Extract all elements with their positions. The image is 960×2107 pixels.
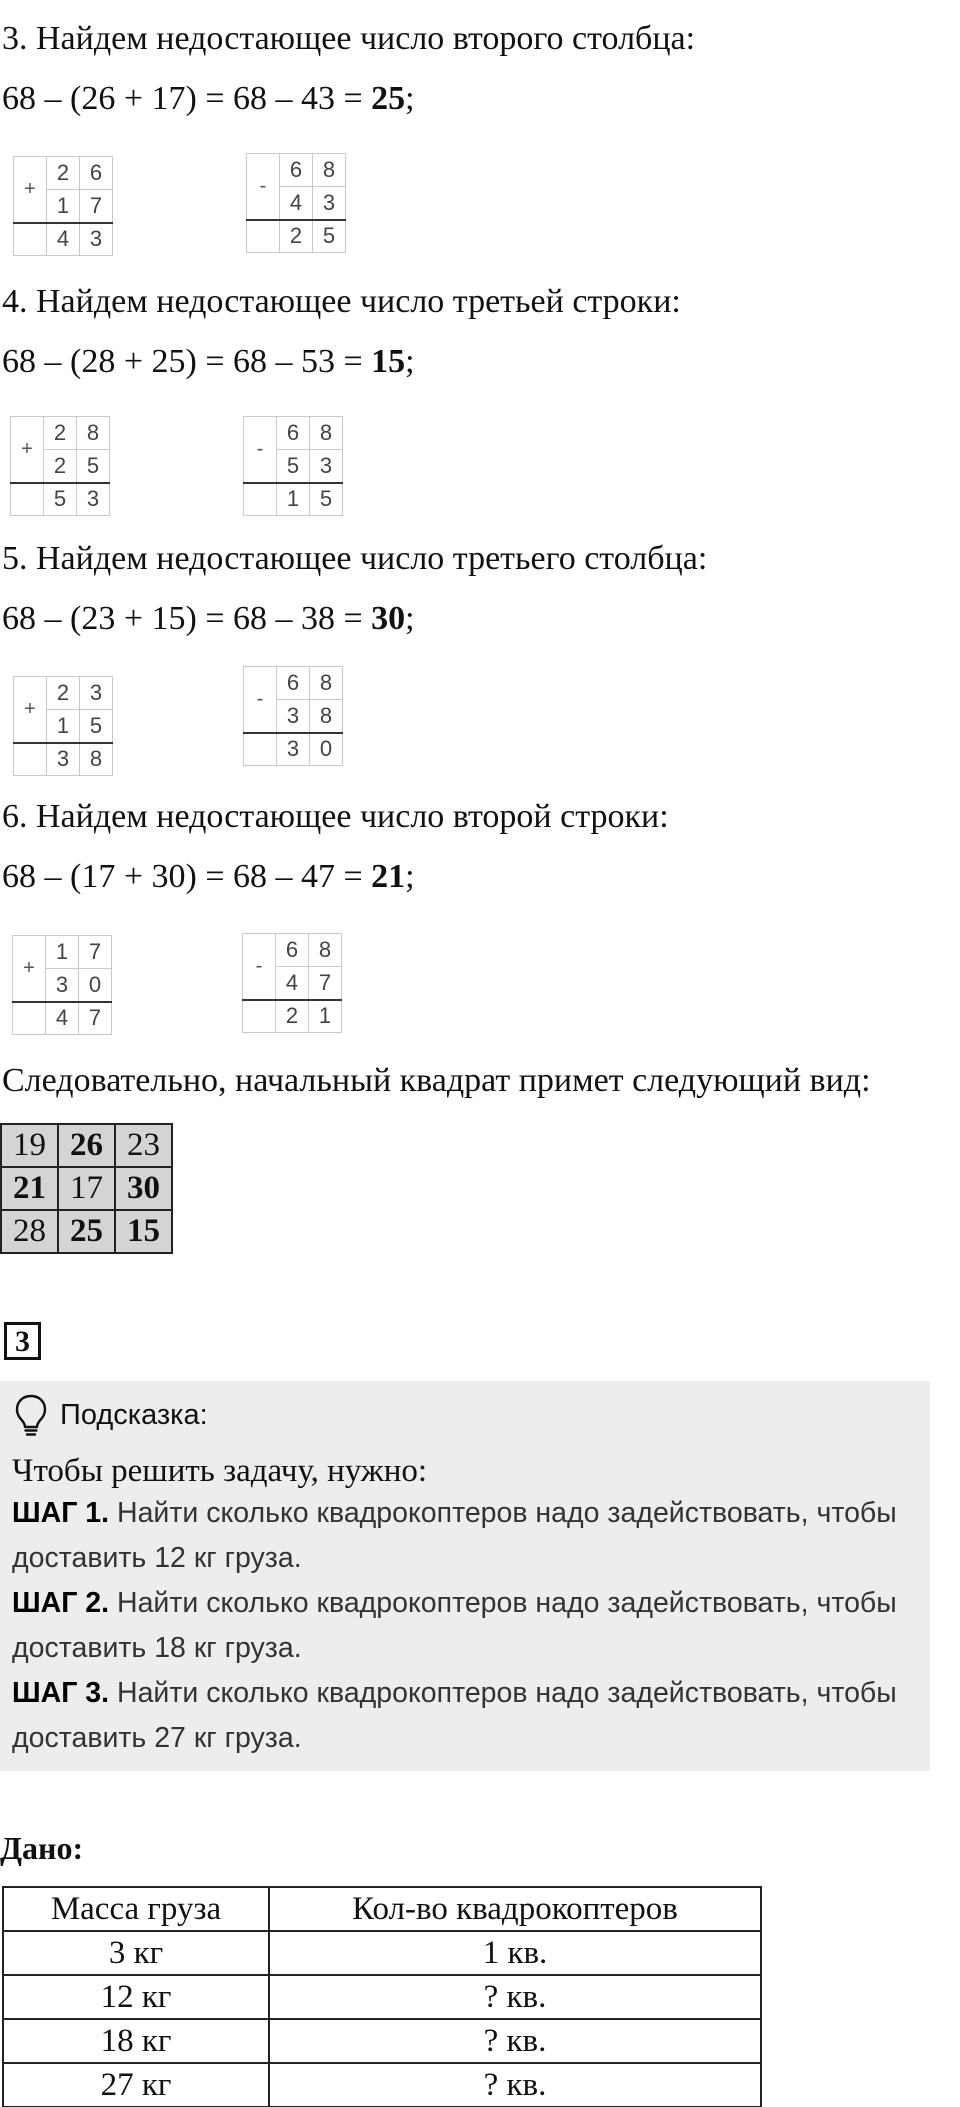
subtraction-column — [242, 933, 342, 1033]
table-row — [3, 1931, 761, 1975]
magic-cell: 26 — [58, 1124, 115, 1167]
step-title: 6. Найдем недостающее число второй строки: — [2, 798, 669, 835]
step-equation — [2, 343, 415, 381]
magic-cell: 28 — [1, 1210, 58, 1253]
magic-cell: 17 — [58, 1167, 115, 1210]
given-table — [2, 1886, 762, 2107]
digit: 2 — [47, 677, 80, 710]
subtraction-column — [243, 666, 343, 766]
hint-box — [0, 1381, 930, 1771]
digit: 1 — [46, 936, 79, 969]
digit: 7 — [80, 190, 113, 223]
step-equation — [2, 80, 415, 118]
magic-cell: 19 — [1, 1124, 58, 1167]
table-row — [3, 2063, 761, 2107]
digit: 3 — [80, 677, 113, 710]
digit: 2 — [280, 220, 313, 253]
hint-step — [12, 1491, 922, 1581]
equation-text: 68 – (23 + 15) = 68 – 38 = — [2, 600, 372, 637]
plus-sign: + — [14, 677, 47, 743]
digit: 3 — [310, 450, 343, 483]
table-cell: ? кв. — [269, 2063, 761, 2107]
digit: 4 — [280, 187, 313, 220]
minus-sign: - — [247, 154, 280, 220]
plus-sign: + — [13, 936, 46, 1002]
digit: 8 — [309, 934, 342, 967]
table-cell: 27 кг — [3, 2063, 269, 2107]
digit: 8 — [310, 417, 343, 450]
hint-header — [14, 1393, 208, 1437]
digit: 2 — [44, 417, 77, 450]
equation-suffix: ; — [405, 80, 415, 117]
digit: 2 — [44, 450, 77, 483]
digit: 6 — [80, 157, 113, 190]
hint-step-text: Найти сколько квадрокоптеров надо задействовать, чтобы доставить 18 кг груза. — [12, 1587, 897, 1664]
digit: 2 — [47, 157, 80, 190]
addition-column — [13, 676, 113, 776]
hint-step-label: ШАГ 3. — [12, 1677, 110, 1709]
table-header: Кол-во квадрокоптеров — [269, 1887, 761, 1931]
subtraction-column — [246, 153, 346, 253]
table-row — [3, 2019, 761, 2063]
digit: 0 — [79, 969, 112, 1002]
digit: 5 — [80, 710, 113, 743]
blank-cell — [11, 483, 44, 516]
digit: 1 — [47, 190, 80, 223]
hint-step-label: ШАГ 2. — [12, 1587, 110, 1619]
magic-square — [0, 1123, 173, 1254]
equation-answer: 25 — [371, 80, 406, 117]
lightbulb-icon — [14, 1393, 48, 1437]
digit: 3 — [277, 700, 310, 733]
blank-cell — [14, 743, 47, 776]
digit: 8 — [310, 700, 343, 733]
table-cell: ? кв. — [269, 1975, 761, 2019]
digit: 1 — [277, 483, 310, 516]
equation-text: 68 – (28 + 25) = 68 – 53 = — [2, 343, 372, 380]
step-title: 5. Найдем недостающее число третьего столбца: — [2, 540, 708, 577]
equation-text: 68 – (26 + 17) = 68 – 43 = — [2, 80, 372, 117]
digit: 6 — [276, 934, 309, 967]
step-equation — [2, 858, 415, 896]
digit: 3 — [46, 969, 79, 1002]
equation-suffix: ; — [405, 343, 415, 380]
digit: 3 — [277, 733, 310, 766]
step-title: 4. Найдем недостающее число третьей строки: — [2, 283, 681, 320]
hint-step — [12, 1581, 922, 1671]
digit: 3 — [80, 223, 113, 256]
digit: 8 — [313, 154, 346, 187]
hint-step-text: Найти сколько квадрокоптеров надо задействовать, чтобы доставить 27 кг груза. — [12, 1677, 897, 1754]
table-row — [3, 1975, 761, 2019]
subtraction-column — [243, 416, 343, 516]
magic-cell: 15 — [115, 1210, 172, 1253]
digit: 2 — [276, 1000, 309, 1033]
given-title: Дано: — [0, 1830, 84, 1866]
conclusion-text: Следовательно, начальный квадрат примет следующий вид: — [2, 1062, 871, 1099]
equation-answer: 30 — [371, 600, 406, 637]
table-cell: 18 кг — [3, 2019, 269, 2063]
digit: 6 — [277, 417, 310, 450]
equation-suffix: ; — [405, 858, 415, 895]
plus-sign: + — [14, 157, 47, 223]
magic-cell: 23 — [115, 1124, 172, 1167]
digit: 5 — [277, 450, 310, 483]
hint-intro: Чтобы решить задачу, нужно: — [12, 1453, 428, 1489]
equation-answer: 21 — [371, 858, 406, 895]
task-number-badge: 3 — [4, 1322, 41, 1360]
minus-sign: - — [243, 934, 276, 1000]
table-cell: ? кв. — [269, 2019, 761, 2063]
hint-title: Подсказка: — [60, 1398, 208, 1431]
blank-cell — [244, 483, 277, 516]
magic-cell: 25 — [58, 1210, 115, 1253]
digit: 6 — [277, 667, 310, 700]
digit: 5 — [310, 483, 343, 516]
blank-cell — [243, 1000, 276, 1033]
equation-suffix: ; — [405, 600, 415, 637]
digit: 6 — [280, 154, 313, 187]
digit: 8 — [77, 417, 110, 450]
digit: 4 — [46, 1002, 79, 1035]
table-cell: 1 кв. — [269, 1931, 761, 1975]
blank-cell — [247, 220, 280, 253]
magic-cell: 21 — [1, 1167, 58, 1210]
addition-column — [10, 416, 110, 516]
blank-cell — [244, 733, 277, 766]
digit: 4 — [276, 967, 309, 1000]
hint-step-label: ШАГ 1. — [12, 1497, 110, 1529]
hint-step — [12, 1671, 922, 1761]
digit: 3 — [77, 483, 110, 516]
plus-sign: + — [11, 417, 44, 483]
minus-sign: - — [244, 417, 277, 483]
magic-cell: 30 — [115, 1167, 172, 1210]
digit: 7 — [309, 967, 342, 1000]
addition-column — [13, 156, 113, 256]
digit: 5 — [44, 483, 77, 516]
digit: 4 — [47, 223, 80, 256]
blank-cell — [13, 1002, 46, 1035]
hint-step-text: Найти сколько квадрокоптеров надо задействовать, чтобы доставить 12 кг груза. — [12, 1497, 897, 1574]
digit: 7 — [79, 1002, 112, 1035]
digit: 3 — [313, 187, 346, 220]
digit: 5 — [313, 220, 346, 253]
digit: 8 — [310, 667, 343, 700]
digit: 1 — [47, 710, 80, 743]
equation-answer: 15 — [371, 343, 406, 380]
step-title: 3. Найдем недостающее число второго столбца: — [2, 20, 696, 57]
step-equation — [2, 600, 415, 638]
digit: 0 — [310, 733, 343, 766]
table-header-row — [3, 1887, 761, 1931]
digit: 7 — [79, 936, 112, 969]
equation-text: 68 – (17 + 30) = 68 – 47 = — [2, 858, 372, 895]
table-cell: 12 кг — [3, 1975, 269, 2019]
digit: 1 — [309, 1000, 342, 1033]
minus-sign: - — [244, 667, 277, 733]
digit: 5 — [77, 450, 110, 483]
table-cell: 3 кг — [3, 1931, 269, 1975]
addition-column — [12, 935, 112, 1035]
digit: 8 — [80, 743, 113, 776]
digit: 3 — [47, 743, 80, 776]
blank-cell — [14, 223, 47, 256]
table-header: Масса груза — [3, 1887, 269, 1931]
